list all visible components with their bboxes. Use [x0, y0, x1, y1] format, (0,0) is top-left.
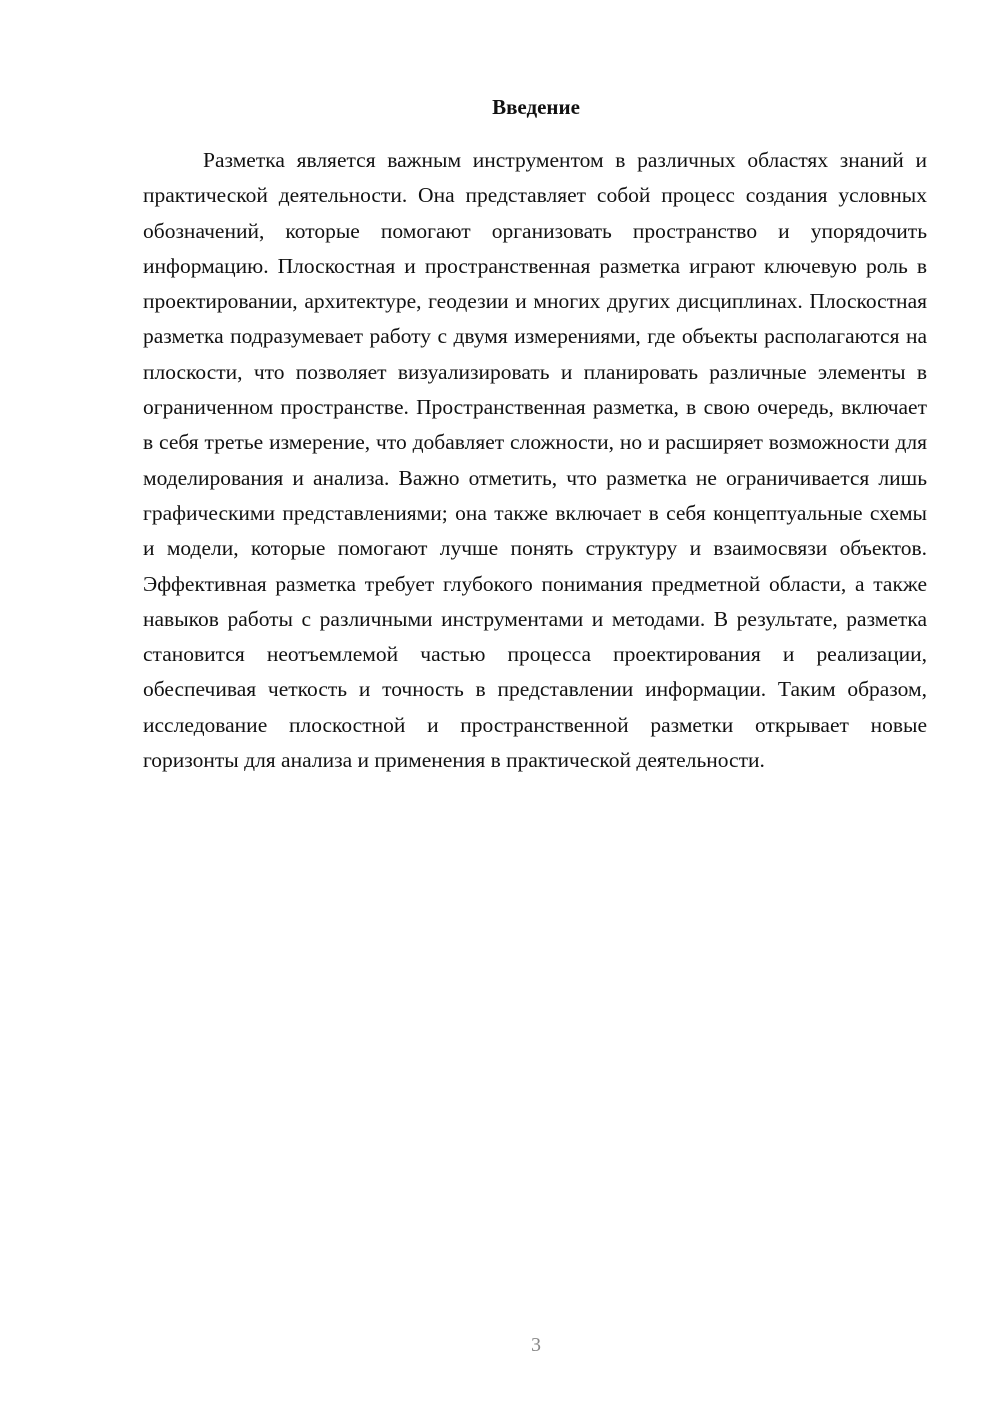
section-heading: Введение	[492, 95, 580, 119]
page-number: 3	[531, 1334, 541, 1356]
body-paragraph: Разметка является важным инструментом в различных областях знаний и практической деятельности. Она представляет собой процесс создания условных обозначений, которые помогают организовать пространство и упорядочить информацию. Плоскостная и пространственная разметка играют ключевую роль в проектировании, архитектуре, геодезии и многих других дисциплинах. Плоскостная разметка подразумевает работу с двумя измерениями, где объекты располагаются на плоскости, что позволяет визуализировать и планировать различные элементы в ограниченном пространстве. Пространственная разметка, в свою очередь, включает в себя третье измерение, что добавляет сложности, но и расширяет возможности для моделирования и анализа. Важно отметить, что разметка не ограничивается лишь графическими представлениями; она также включает в себя концептуальные схемы и модели, которые помогают лучше понять структуру и взаимосвязи объектов. Эффективная разметка требует глубокого понимания предметной области, а также навыков работы с различными инструментами и методами. В результате, разметка становится неотъемлемой частью процесса проектирования и реализации, обеспечивая четкость и точность в представлении информации. Таким образом, исследование плоскостной и пространственной разметки открывает новые горизонты для анализа и применения в практической деятельности.	[143, 148, 927, 773]
